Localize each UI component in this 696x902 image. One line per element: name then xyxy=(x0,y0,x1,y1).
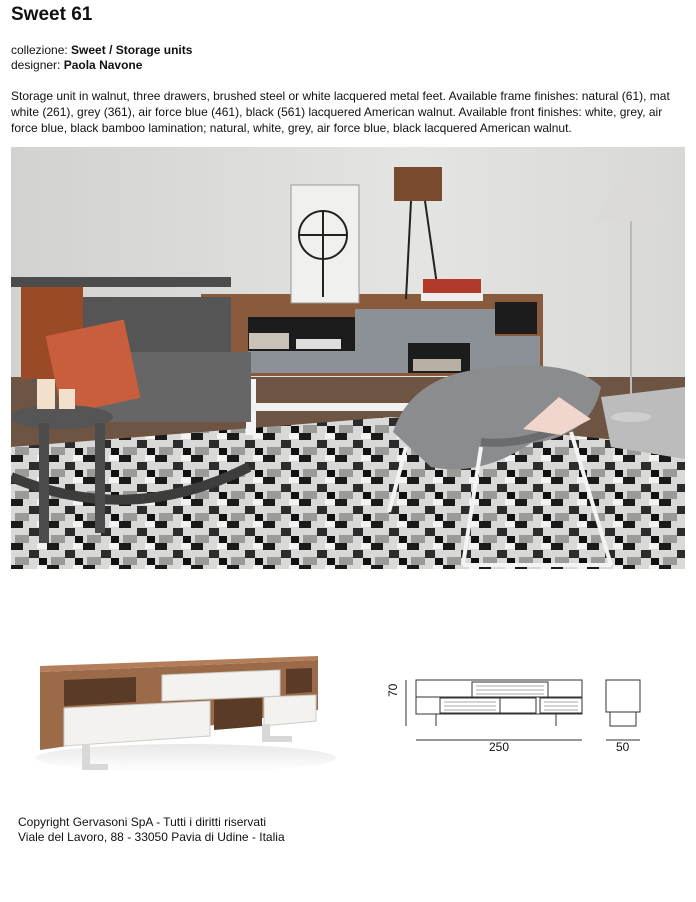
ambient-photo xyxy=(11,147,685,569)
collection-label: collezione: xyxy=(11,43,68,57)
designer-value: Paola Navone xyxy=(63,58,143,72)
address-text: Viale del Lavoro, 88 - 33050 Pavia di Udine - Italia xyxy=(18,830,285,844)
dimension-height: 70 xyxy=(386,683,400,697)
product-title: Sweet 61 xyxy=(11,4,93,25)
product-meta xyxy=(11,43,192,73)
collection-value: Sweet / Storage units xyxy=(71,43,193,57)
dimension-depth: 50 xyxy=(616,740,630,754)
dimension-width: 250 xyxy=(489,740,510,754)
product-description: Storage unit in walnut, three drawers, brushed steel or white lacquered metal feet. Available frame finishes: natural (61), mat white (261), grey (361), air force blue (461), black (561) lacquered American walnut. Available front finishes: white, grey, air force blue, black bamboo lamination; natural, white, grey, air force blue, black lacquered American walnut. xyxy=(11,89,670,135)
copyright-text: Copyright Gervasoni SpA - Tutti i diritti riservati xyxy=(18,815,267,829)
designer-line xyxy=(11,58,192,73)
collection-line xyxy=(11,43,192,58)
designer-label: designer: xyxy=(11,58,61,72)
footer xyxy=(18,815,285,845)
product-render xyxy=(26,640,336,780)
